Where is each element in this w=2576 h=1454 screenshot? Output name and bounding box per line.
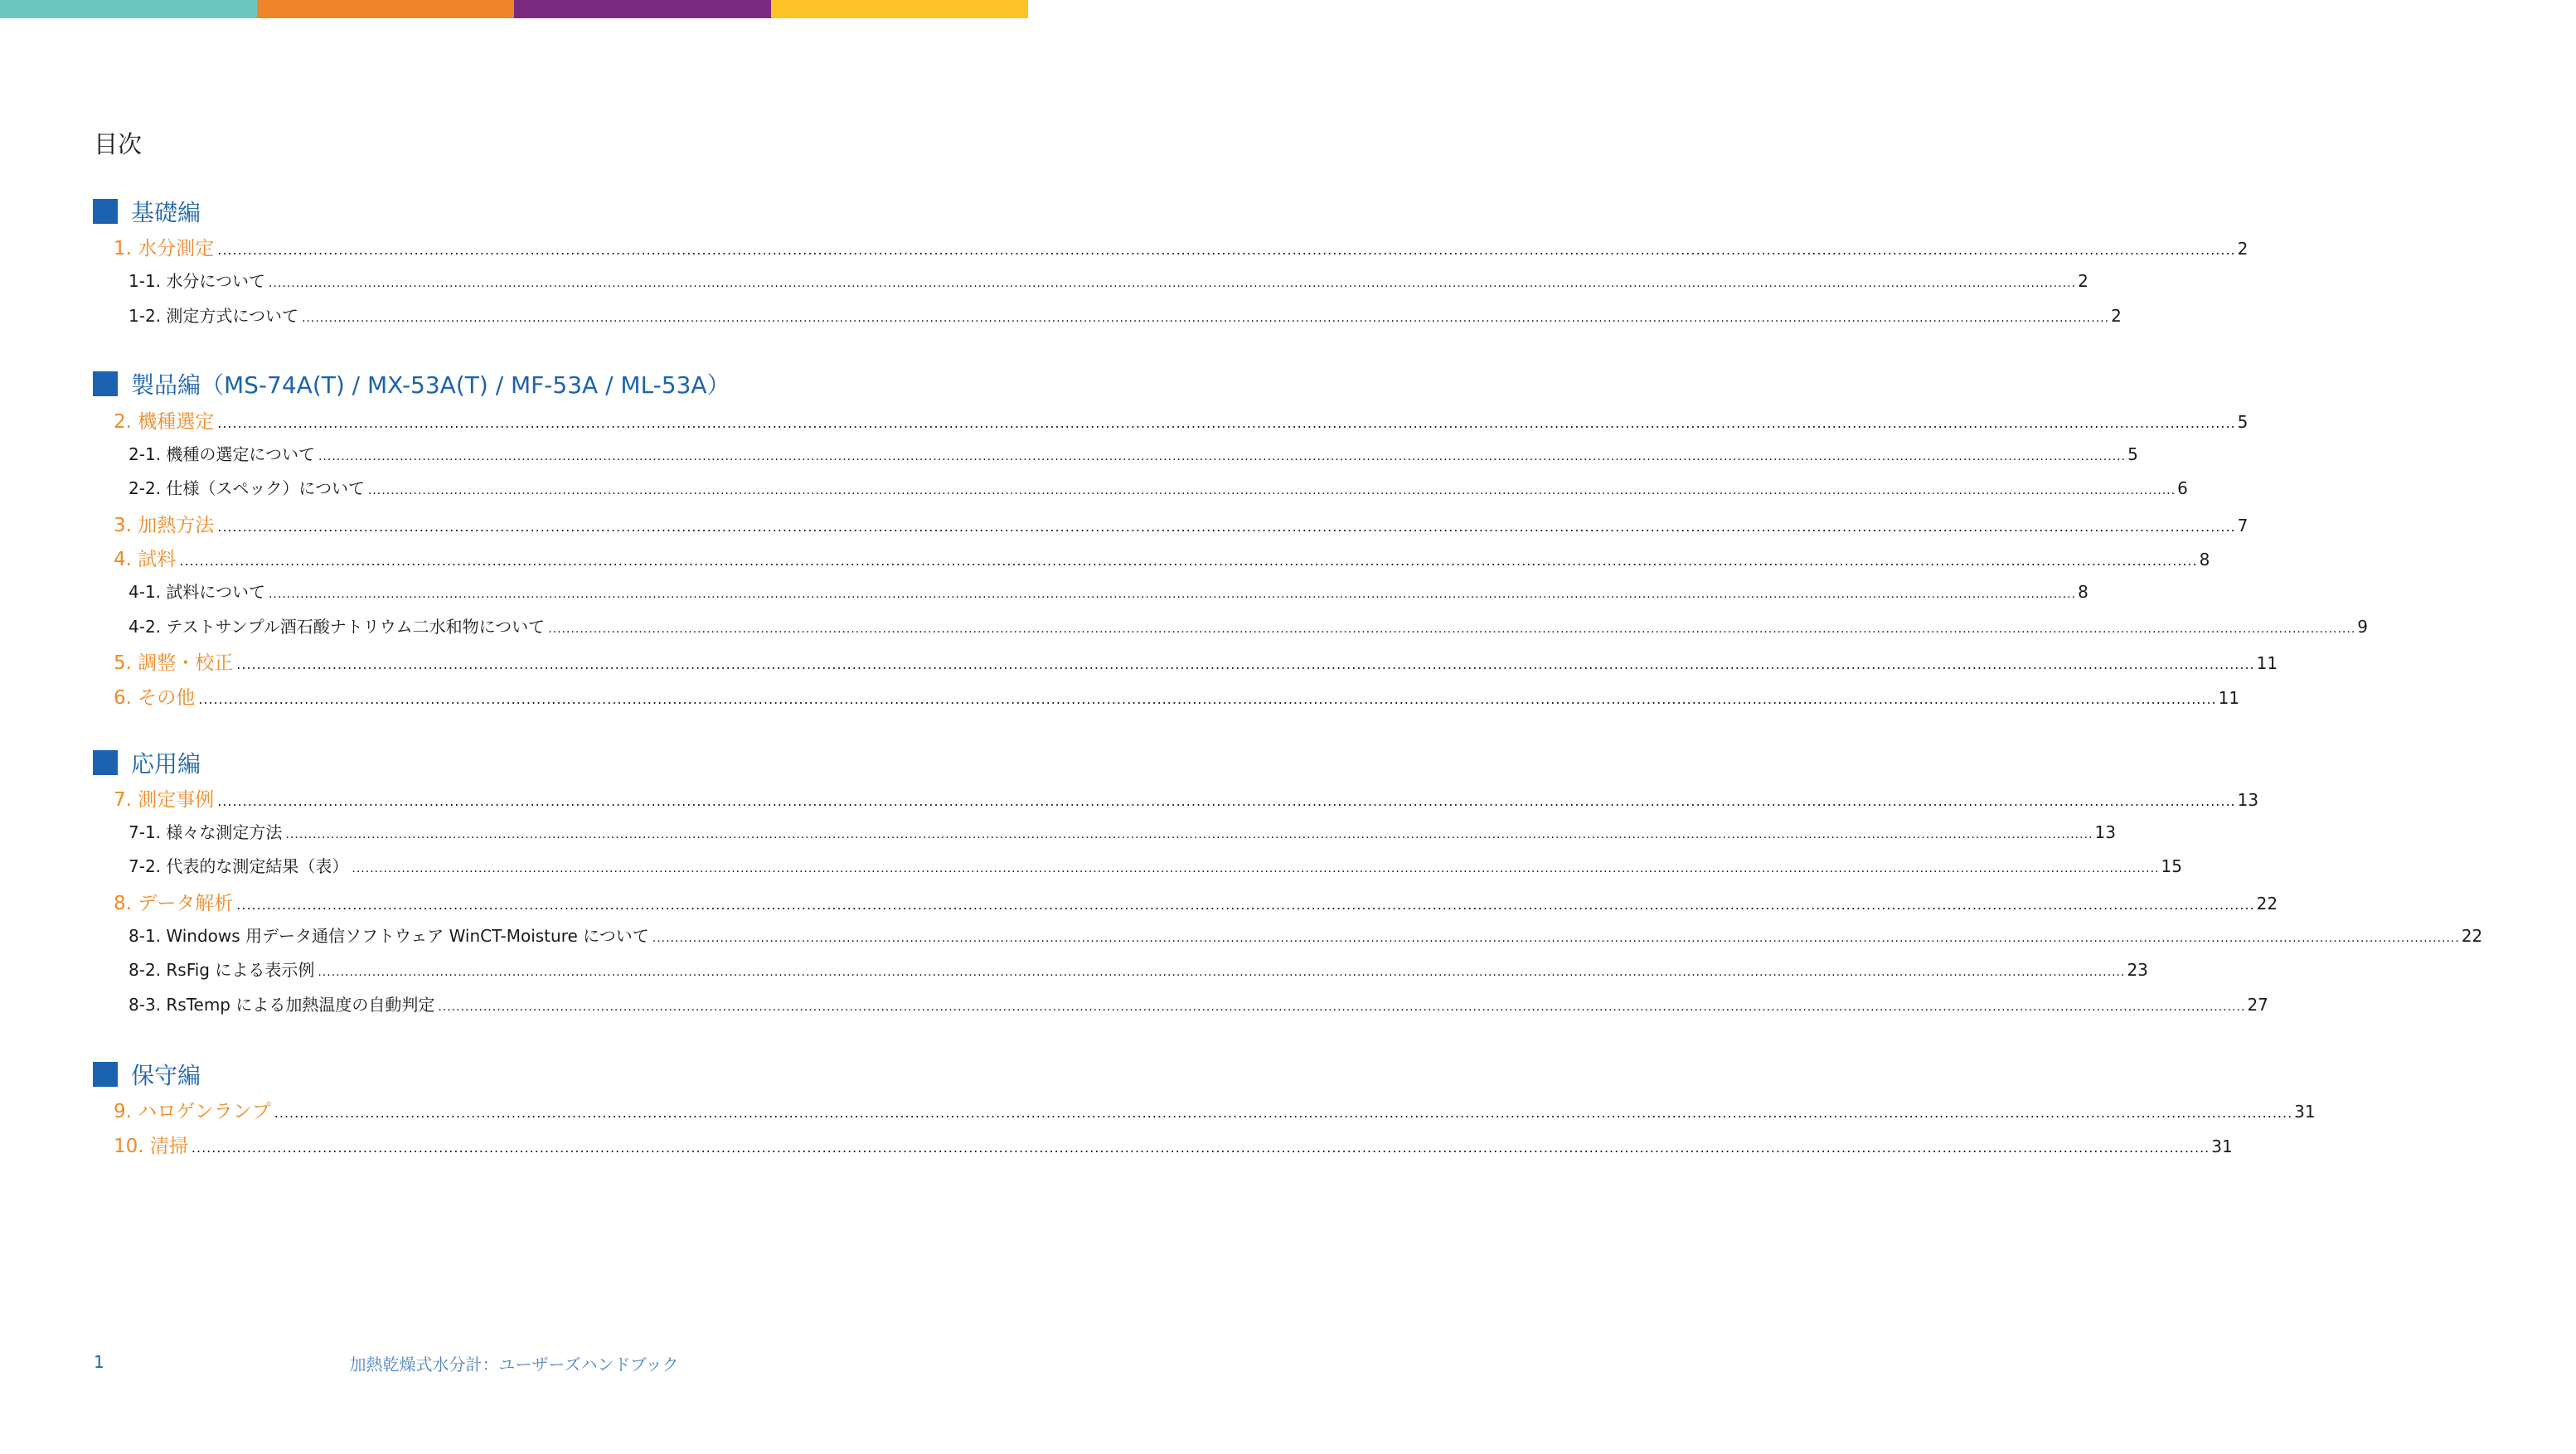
- toc-entry-label: 8. データ解析: [114, 893, 234, 914]
- toc-entry-label: 1. 水分測定: [114, 238, 215, 259]
- toc-entry-page: 11: [2256, 653, 2278, 673]
- footer-page-number: 1: [94, 1352, 104, 1372]
- section-heading: [93, 746, 201, 779]
- section-heading: [93, 195, 201, 228]
- toc-chapter-entry[interactable]: [0, 647, 2278, 677]
- toc-entry-page: 31: [2211, 1137, 2233, 1156]
- section-heading-text: 基礎編: [131, 199, 201, 226]
- toc-entry-page: 11: [2218, 688, 2240, 708]
- section-heading-text: 製品編（MS-74A(T) / MX-53A(T) / MF-53A / ML-53A）: [131, 371, 730, 399]
- dot-leader: ................................................................................................................................................................................................................................................................................................................................................................................................................: [236, 657, 2255, 672]
- toc-entry-label: 5. 調整・校正: [114, 652, 234, 674]
- toc-entry-page: 15: [2161, 856, 2182, 876]
- toc-entry-label: 9. ハロゲンランプ: [114, 1101, 271, 1122]
- dot-leader: ................................................................................................................................................................................................................................................................................................................................................................................................................: [217, 519, 2236, 535]
- dot-leader: ................................................................................................................................................................................................................................................................................................................................................................................................................: [179, 553, 2198, 569]
- toc-subsection-entry[interactable]: [0, 303, 2122, 332]
- toc-entry-label: 6. その他: [114, 687, 196, 709]
- toc-title: 目次: [94, 130, 143, 158]
- toc-subsection-entry[interactable]: [0, 819, 2116, 849]
- toc-entry-label: 1-2. 測定方式について: [129, 306, 298, 326]
- toc-subsection-entry[interactable]: [0, 991, 2268, 1021]
- toc-entry-page: 2: [2237, 239, 2249, 259]
- square-bullet-icon: [93, 750, 118, 775]
- section-heading: [93, 367, 730, 400]
- toc-entry-label: 1-1. 水分について: [129, 271, 265, 291]
- toc-entry-label: 2. 機種選定: [114, 411, 215, 433]
- toc-entry-label: 3. 加熱方法: [114, 515, 215, 536]
- toc-chapter-entry[interactable]: [0, 544, 2210, 574]
- section-heading-text: 応用編: [131, 750, 201, 778]
- toc-entry-page: 22: [2256, 894, 2278, 914]
- toc-entry-page: 8: [2199, 550, 2210, 569]
- toc-entry-page: 13: [2094, 822, 2116, 842]
- dot-leader: ................................................................................................................................................................................................................................................................................................................................................................................................................: [191, 1140, 2210, 1156]
- toc-entry-label: 8-2. RsFig による表示例: [129, 960, 315, 980]
- toc-chapter-entry[interactable]: [0, 1131, 2233, 1161]
- dot-leader: ................................................................................................................................................................................................................................................................................................................................................................................................................: [548, 623, 2356, 636]
- toc-chapter-entry[interactable]: [0, 682, 2240, 712]
- toc-entry-page: 6: [2177, 478, 2188, 498]
- toc-entry-page: 23: [2127, 960, 2148, 980]
- toc-entry-label: 10. 清掃: [114, 1136, 188, 1157]
- toc-chapter-entry[interactable]: [0, 888, 2278, 918]
- dot-leader: ................................................................................................................................................................................................................................................................................................................................................................................................................: [285, 828, 2093, 841]
- toc-entry-page: 2: [2111, 306, 2122, 326]
- toc-entry-page: 31: [2294, 1102, 2316, 1122]
- toc-subsection-entry[interactable]: [0, 613, 2368, 643]
- toc-entry-page: 27: [2247, 995, 2268, 1015]
- dot-leader: ................................................................................................................................................................................................................................................................................................................................................................................................................: [652, 932, 2460, 945]
- toc-subsection-entry[interactable]: [0, 268, 2088, 298]
- dot-leader: ................................................................................................................................................................................................................................................................................................................................................................................................................: [268, 277, 2077, 290]
- toc-chapter-entry[interactable]: [0, 784, 2259, 814]
- dot-leader: ................................................................................................................................................................................................................................................................................................................................................................................................................: [217, 793, 2236, 809]
- dot-leader: ................................................................................................................................................................................................................................................................................................................................................................................................................: [268, 588, 2077, 601]
- section-heading: [93, 1058, 201, 1091]
- toc-entry-label: 8-3. RsTemp による加熱温度の自動判定: [129, 995, 435, 1015]
- toc-chapter-entry[interactable]: [0, 233, 2249, 263]
- dot-leader: ................................................................................................................................................................................................................................................................................................................................................................................................................: [217, 415, 2236, 431]
- dot-leader: ................................................................................................................................................................................................................................................................................................................................................................................................................: [367, 484, 2176, 497]
- toc-entry-page: 2: [2078, 271, 2088, 291]
- dot-leader: ................................................................................................................................................................................................................................................................................................................................................................................................................: [438, 1001, 2246, 1014]
- toc-entry-page: 5: [2127, 444, 2138, 464]
- toc-subsection-entry[interactable]: [0, 579, 2088, 608]
- toc-entry-label: 4-1. 試料について: [129, 582, 265, 602]
- toc-chapter-entry[interactable]: [0, 510, 2249, 540]
- toc-entry-page: 13: [2237, 790, 2259, 810]
- toc-entry-page: 9: [2357, 617, 2368, 637]
- dot-leader: ................................................................................................................................................................................................................................................................................................................................................................................................................: [217, 242, 2236, 258]
- toc-chapter-entry[interactable]: [0, 406, 2249, 436]
- square-bullet-icon: [93, 371, 118, 396]
- section-heading-text: 保守編: [131, 1062, 201, 1089]
- toc-entry-label: 7-2. 代表的な測定結果（表）: [129, 856, 349, 876]
- square-bullet-icon: [93, 1062, 118, 1087]
- toc-entry-label: 4. 試料: [114, 549, 177, 570]
- footer-document-title: 加熱乾燥式水分計：ユーザーズハンドブック: [349, 1355, 679, 1374]
- dot-leader: ................................................................................................................................................................................................................................................................................................................................................................................................................: [301, 312, 2110, 325]
- toc-subsection-entry[interactable]: [0, 957, 2148, 986]
- dot-leader: ................................................................................................................................................................................................................................................................................................................................................................................................................: [274, 1105, 2293, 1121]
- dot-leader: ................................................................................................................................................................................................................................................................................................................................................................................................................: [236, 897, 2255, 913]
- dot-leader: ................................................................................................................................................................................................................................................................................................................................................................................................................: [318, 966, 2126, 979]
- color-band: [0, 0, 1028, 18]
- toc-chapter-entry[interactable]: [0, 1096, 2316, 1126]
- toc-subsection-entry[interactable]: [0, 475, 2188, 505]
- toc-subsection-entry[interactable]: [0, 441, 2138, 471]
- color-band-orange: [257, 0, 514, 18]
- toc-entry-page: 5: [2237, 412, 2249, 432]
- dot-leader: ................................................................................................................................................................................................................................................................................................................................................................................................................: [198, 691, 2217, 707]
- color-band-purple: [514, 0, 771, 18]
- toc-entry-label: 8-1. Windows 用データ通信ソフトウェア WinCT-Moisture について: [129, 926, 649, 946]
- toc-entry-label: 7-1. 様々な測定方法: [129, 822, 283, 842]
- toc-entry-label: 4-2. テストサンプル酒石酸ナトリウム二水和物について: [129, 617, 546, 637]
- color-band-yellow: [771, 0, 1028, 18]
- dot-leader: ................................................................................................................................................................................................................................................................................................................................................................................................................: [318, 450, 2127, 463]
- toc-entry-page: 22: [2461, 926, 2483, 946]
- toc-entry-label: 7. 測定事例: [114, 789, 215, 811]
- dot-leader: ................................................................................................................................................................................................................................................................................................................................................................................................................: [352, 862, 2160, 875]
- square-bullet-icon: [93, 199, 118, 224]
- toc-entry-page: 7: [2237, 516, 2249, 536]
- toc-subsection-entry[interactable]: [0, 853, 2182, 883]
- toc-entry-page: 8: [2078, 582, 2088, 602]
- color-band-teal: [0, 0, 257, 18]
- toc-entry-label: 2-2. 仕様（スペック）について: [129, 478, 365, 498]
- toc-entry-label: 2-1. 機種の選定について: [129, 444, 315, 464]
- toc-subsection-entry[interactable]: [0, 923, 2483, 952]
